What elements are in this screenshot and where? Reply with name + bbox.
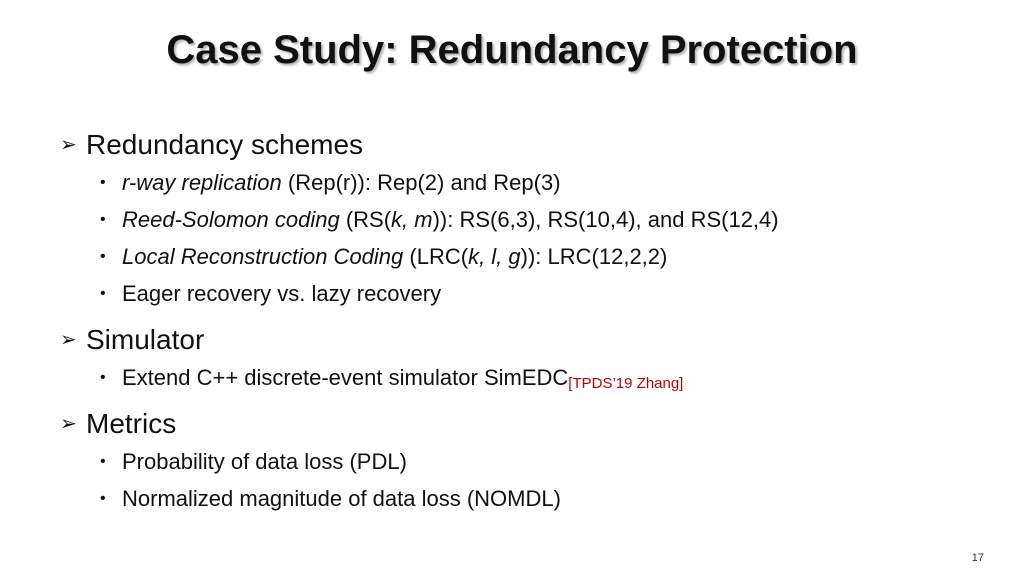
- bullet-dot-icon: •: [100, 490, 106, 507]
- bullet-dot-icon: •: [100, 285, 106, 302]
- section-simulator: [60, 321, 980, 396]
- list-item: [60, 275, 980, 312]
- item-text: Eager recovery vs. lazy recovery: [122, 281, 442, 306]
- bullet-list: [60, 164, 980, 312]
- param-text: k, l, g: [468, 244, 521, 269]
- list-item: [60, 201, 980, 238]
- list-item: [60, 164, 980, 201]
- list-item: [60, 238, 980, 275]
- bullet-dot-icon: •: [100, 174, 106, 191]
- item-text: (LRC(: [403, 244, 469, 269]
- item-text: Extend C++ discrete-event simulator SimEDC: [122, 365, 569, 390]
- param-text: k, m: [391, 207, 433, 232]
- citation: [TPDS’19 Zhang]: [568, 375, 684, 392]
- arrow-bullet-icon: ➢: [60, 134, 77, 156]
- item-text: )): LRC(12,2,2): [520, 244, 668, 269]
- page-number: 17: [971, 552, 984, 564]
- item-text: (RS(: [339, 207, 392, 232]
- term-text: Reed-Solomon coding: [122, 207, 340, 232]
- item-text: )): RS(6,3), RS(10,4), and RS(12,4): [432, 207, 779, 232]
- item-text: Normalized magnitude of data loss (NOMDL): [122, 486, 561, 511]
- list-item: [60, 443, 980, 480]
- section-metrics: [60, 405, 980, 517]
- section-heading: [60, 405, 980, 443]
- term-text: Local Reconstruction Coding: [122, 244, 404, 269]
- section-heading-text: Redundancy schemes: [86, 129, 364, 160]
- list-item: [60, 480, 980, 517]
- item-text: Probability of data loss (PDL): [122, 449, 407, 474]
- section-heading-text: Metrics: [86, 408, 177, 439]
- slide-title: Case Study: Redundancy Protection: [166, 28, 858, 72]
- bullet-dot-icon: •: [100, 211, 106, 228]
- list-item: [60, 359, 980, 396]
- arrow-bullet-icon: ➢: [60, 329, 77, 351]
- term-text: r-way replication: [122, 170, 282, 195]
- section-redundancy-schemes: [60, 126, 980, 312]
- slide-content: [60, 126, 980, 526]
- section-heading: [60, 321, 980, 359]
- bullet-list: [60, 443, 980, 517]
- section-heading: [60, 126, 980, 164]
- section-heading-text: Simulator: [86, 324, 205, 355]
- bullet-dot-icon: •: [100, 248, 106, 265]
- bullet-dot-icon: •: [100, 369, 106, 386]
- arrow-bullet-icon: ➢: [60, 413, 77, 435]
- bullet-list: [60, 359, 980, 396]
- bullet-dot-icon: •: [100, 453, 106, 470]
- item-text: (Rep(r)): Rep(2) and Rep(3): [281, 170, 561, 195]
